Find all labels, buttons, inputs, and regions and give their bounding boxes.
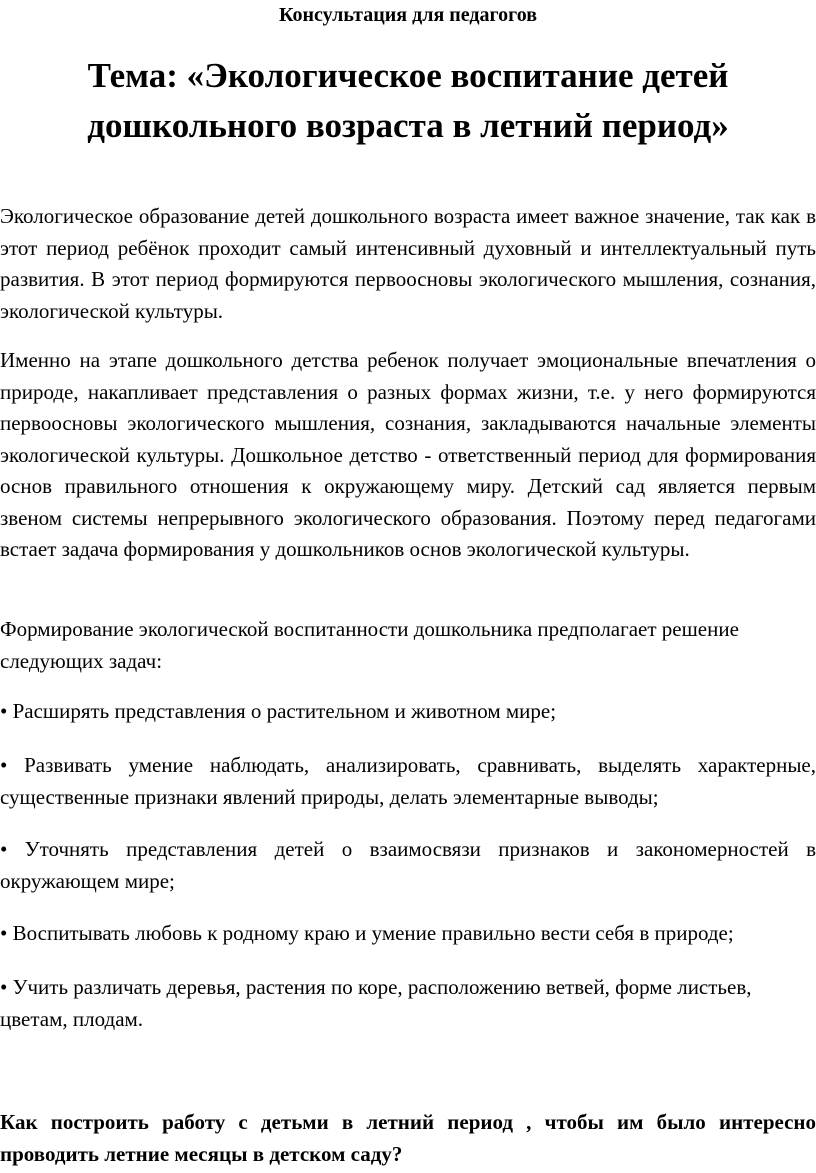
bullet-item: • Развивать умение наблюдать, анализировать, сравнивать, выделять характерные, существенные признаки явлений природы, делать элементарные выводы;	[0, 753, 816, 809]
bullet-item: • Воспитывать любовь к родному краю и умение правильно вести себя в природе;	[0, 921, 734, 945]
bullet-item: • Уточнять представления детей о взаимосвязи признаков и закономерностей в окружающем мире;	[0, 837, 816, 893]
section-question: Как построить работу с детьми в летний период , чтобы им было интересно проводить летние месяцы в детском саду?	[0, 1110, 816, 1166]
document-title: Тема: «Экологическое воспитание детей дошкольного возраста в летний период»	[87, 56, 729, 145]
paragraph-intro: Экологическое образование детей дошкольного возраста имеет важное значение, так как в этот период ребёнок проходит самый интенсивный духовный и интеллектуальный путь развития. В этот период формируются первоосновы экологического мышления, сознания, экологической культуры.	[0, 204, 816, 323]
paragraph-tasks-intro: Формирование экологической воспитанности дошкольника предполагает решение следующих задач:	[0, 617, 739, 673]
bullet-item: • Расширять представления о растительном и животном мире;	[0, 699, 557, 723]
document-header: Консультация для педагогов	[279, 4, 537, 26]
bullet-item: • Учить различать деревья, растения по коре, расположению ветвей, форме листьев, цветам, плодам.	[0, 975, 752, 1031]
paragraph-preschool-childhood: Именно на этапе дошкольного детства ребенок получает эмоциональные впечатления о природе, накапливает представления о разных формах жизни, т.е. у него формируются первоосновы экологического мышления, сознания, закладываются начальные элементы экологической культуры. Дошкольное детство - ответственный период для формирования основ правильного отношения к окружающему миру. Детский сад является первым звеном системы непрерывного экологического образования. Поэтому перед педагогами встает задача формирования у дошкольников основ экологической культуры.	[0, 348, 816, 561]
